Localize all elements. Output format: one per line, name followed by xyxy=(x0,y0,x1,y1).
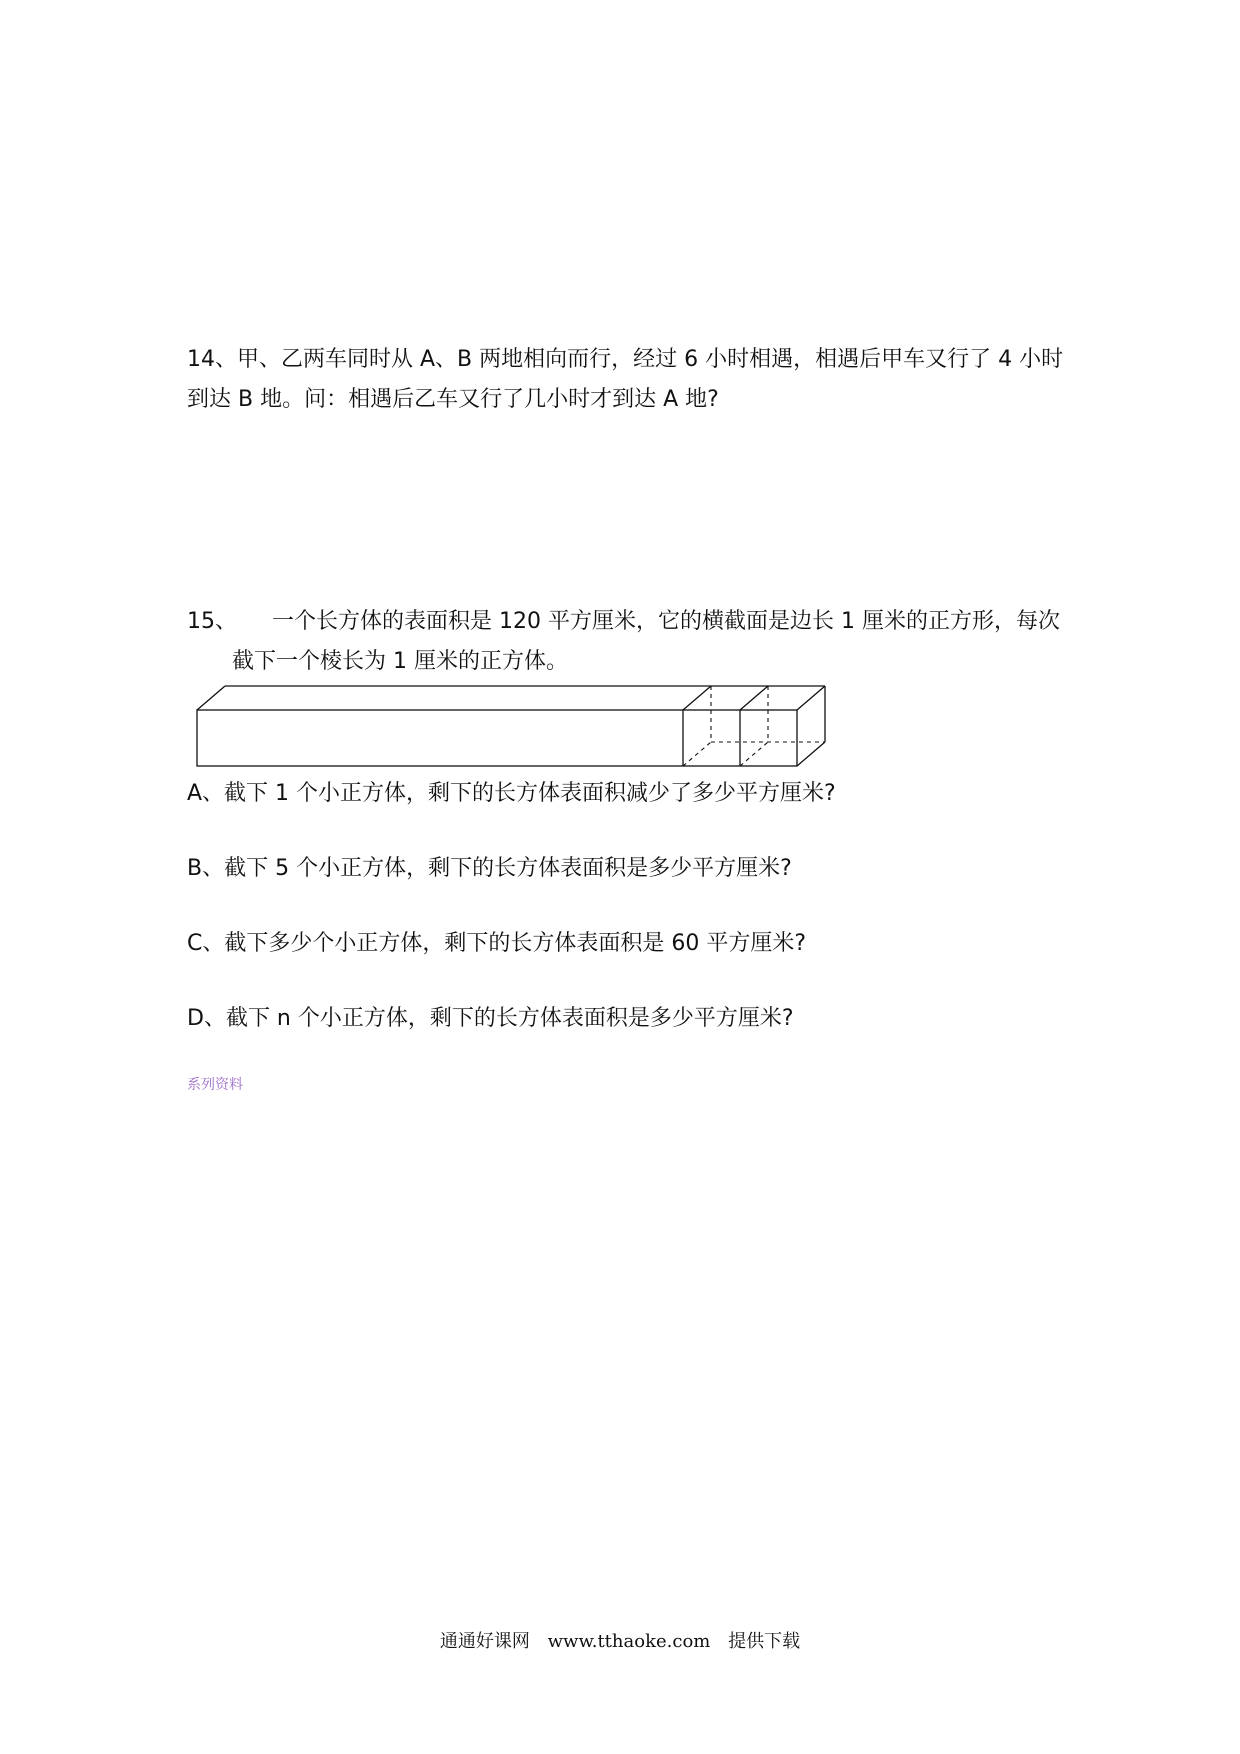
cuboid-top-left-edge xyxy=(197,686,225,710)
question-15-part-a: A、截下 1 个小正方体，剩下的长方体表面积减少了多少平方厘米? xyxy=(187,781,836,806)
series-materials-link[interactable]: 系列资料 xyxy=(187,1077,243,1093)
question-14-line-2: 到达 B 地。问：相遇后乙车又行了几小时才到达 A 地? xyxy=(187,387,719,412)
cuboid-front-face xyxy=(197,710,797,766)
footer-site-name: 通通好课网 xyxy=(439,1631,530,1652)
question-15-part-d: D、截下 n 个小正方体，剩下的长方体表面积是多少平方厘米? xyxy=(187,1006,794,1031)
question-15-number: 15、 xyxy=(187,609,237,634)
question-14-line-1: 14、甲、乙两车同时从 A、B 两地相向而行，经过 6 小时相遇，相遇后甲车又行了 4 小时 xyxy=(187,347,1064,372)
footer-tagline: 提供下载 xyxy=(728,1631,801,1652)
question-15-line-1: 一个长方体的表面积是 120 平方厘米，它的横截面是边长 1 厘米的正方形，每次 xyxy=(272,609,1060,634)
question-15-line-2: 截下一个棱长为 1 厘米的正方体。 xyxy=(232,649,568,674)
cube-2-hidden-bottom-edge xyxy=(740,742,768,766)
cube-1-hidden-bottom-edge xyxy=(683,742,711,766)
page-footer xyxy=(0,1630,1240,1654)
cuboid-figure xyxy=(195,678,835,770)
cube-1-top-edge xyxy=(683,686,711,710)
cuboid-bottom-right-edge xyxy=(797,742,825,766)
footer-url: www.tthaoke.com xyxy=(547,1631,711,1652)
question-15-part-c: C、截下多少个小正方体，剩下的长方体表面积是 60 平方厘米? xyxy=(187,931,807,956)
cuboid-top-right-edge xyxy=(797,686,825,710)
question-15-part-b: B、截下 5 个小正方体，剩下的长方体表面积是多少平方厘米? xyxy=(187,856,792,881)
cube-2-top-edge xyxy=(740,686,768,710)
